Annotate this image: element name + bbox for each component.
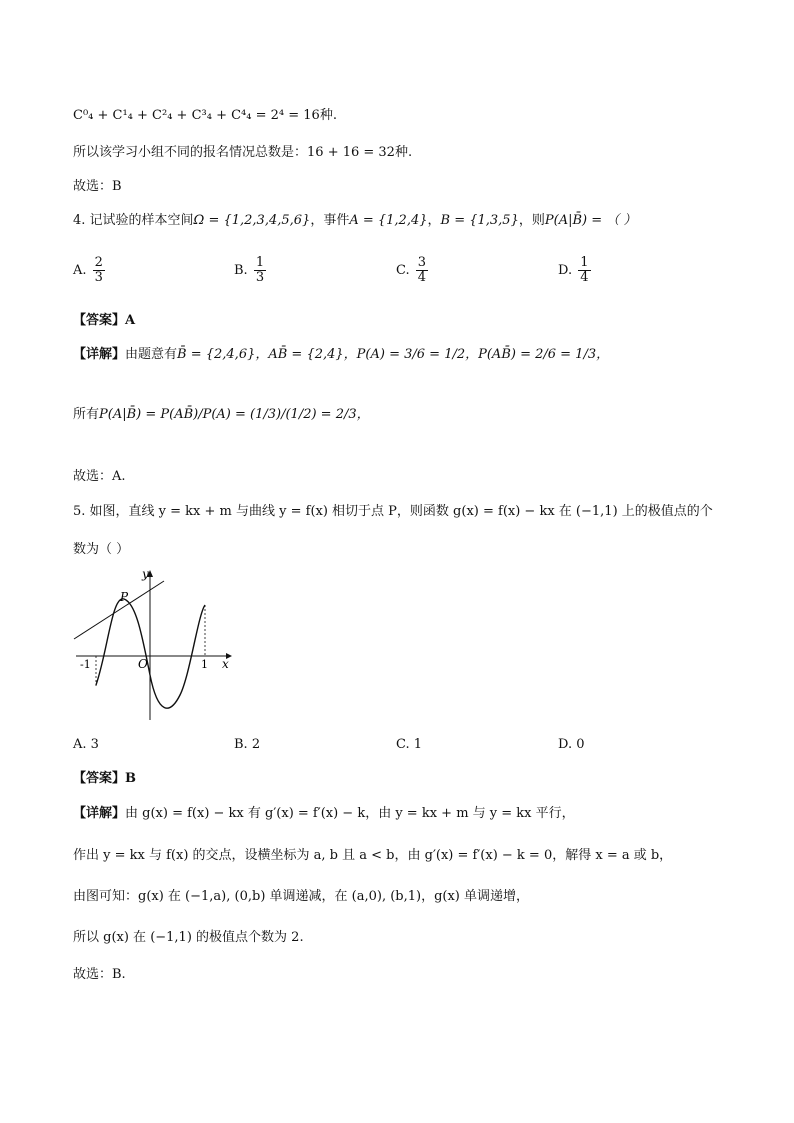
question-5-line-2: 数为（ ） <box>73 542 130 557</box>
total-count-line: 所以该学习小组不同的报名情况总数是：16 + 16 = 32种. <box>73 145 413 160</box>
q4-answer: 【答案】A <box>73 313 136 328</box>
q4-option-a[interactable]: A. $\frac{2}{3}$ <box>73 255 103 285</box>
one-label: 1 <box>201 658 208 671</box>
q4-option-d[interactable]: D. $\frac{1}{4}$ <box>558 255 589 285</box>
q5-choose: 故选：B. <box>73 967 126 982</box>
q5-detail-3: 由图可知：g(x) 在 (−1,a), (0,b) 单调递减，在 (a,0), (b,1)，g(x) 单调递增， <box>73 889 530 904</box>
q4-option-b[interactable]: B. $\frac{1}{3}$ <box>234 255 265 285</box>
y-label: y <box>142 567 149 581</box>
q4-choose: 故选：A. <box>73 469 126 484</box>
q5-option-c[interactable]: C. 1 <box>396 737 423 752</box>
minus-one-label: -1 <box>80 658 91 671</box>
point-p-label: P <box>120 590 129 604</box>
q4-option-c[interactable]: C. $\frac{3}{4}$ <box>396 255 427 285</box>
origin-label: O <box>138 657 148 671</box>
q5-graph <box>68 565 238 725</box>
q4-detail-2: 所有P(A|B̄) = P(AB̄)/P(A) = (1/3)/(1/2) = 2/3， <box>73 407 370 422</box>
q4-detail-1: 【详解】由题意有B̄ = {2,4,6}，AB̄ = {2,4}，P(A) = 3/6 = 1/2，P(AB̄) = 2/6 = 1/3， <box>73 347 610 362</box>
question-4: 4. 记试验的样本空间Ω = {1,2,3,4,5,6}，事件A = {1,2,4}，B = {1,3,5}，则P(A|B̄) = （ ） <box>73 213 637 228</box>
q5-detail-4: 所以 g(x) 在 (−1,1) 的极值点个数为 2. <box>73 930 304 945</box>
q5-option-b[interactable]: B. 2 <box>234 737 261 752</box>
combination-sum-line: C⁰₄ + C¹₄ + C²₄ + C³₄ + C⁴₄ = 2⁴ = 16种. <box>73 108 337 123</box>
q5-detail-2: 作出 y = kx 与 f(x) 的交点，设横坐标为 a, b 且 a < b，由 g′(x) = f′(x) − k = 0，解得 x = a 或 b， <box>73 848 673 863</box>
q5-detail-1: 【详解】由 g(x) = f(x) − kx 有 g′(x) = f′(x) − k，由 y = kx + m 与 y = kx 平行， <box>73 806 575 821</box>
q5-option-d[interactable]: D. 0 <box>558 737 585 752</box>
x-label: x <box>222 657 229 671</box>
q5-option-a[interactable]: A. 3 <box>73 737 99 752</box>
question-5-line-1: 5. 如图，直线 y = kx + m 与曲线 y = f(x) 相切于点 P，则函数 g(x) = f(x) − kx 在 (−1,1) 上的极值点的个 <box>73 504 713 519</box>
q5-answer: 【答案】B <box>73 771 136 786</box>
choose-b-line: 故选：B <box>73 179 122 194</box>
